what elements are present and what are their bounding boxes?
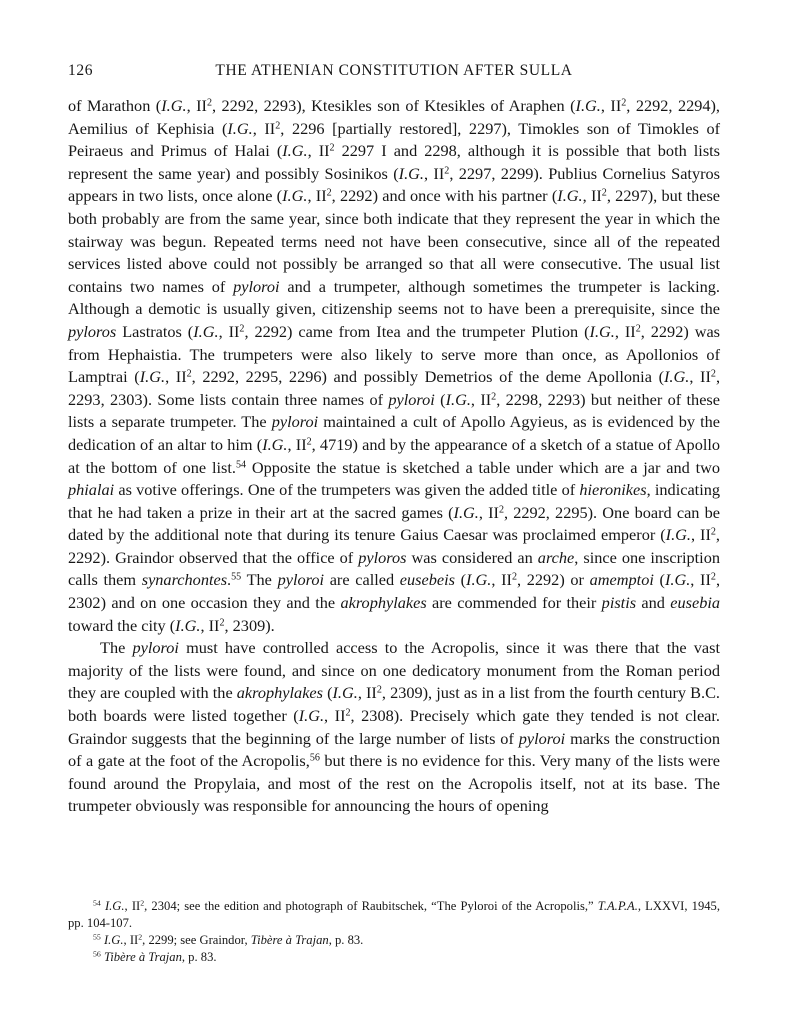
- text-run: , II: [614, 321, 636, 341]
- italic-text: Tibère à Trajan: [250, 933, 329, 947]
- footnote-54: [68, 898, 720, 932]
- italic-text: akrophylakes: [236, 683, 323, 703]
- text-run: , 2297, 2299). Publius Cornelius Satyros appears in two lists, once alone (: [68, 163, 720, 206]
- text-run: , 2308). Precisely which gate they tended is not clear. Graindor suggests that the beginning of the large number of lists of: [68, 706, 720, 748]
- text-run: , 2302) and on one occasion they and the: [68, 570, 721, 613]
- text-run: , 4719) and by the appearance of a sketch of a statue of Apollo at the bottom of one list.: [68, 434, 721, 477]
- italic-text: I.G.: [175, 615, 201, 635]
- italic-text: Tibère à Trajan: [103, 950, 182, 964]
- text-run: (: [434, 389, 446, 409]
- italic-text: I.G.: [332, 683, 358, 703]
- superscript: 54: [93, 898, 101, 908]
- text-run: , 2292, 2295). One board can be dated by the additional note that during its tenure Gaius Caesar was proclaimed emperor (: [68, 502, 720, 545]
- text-run: are commended for their: [426, 593, 602, 613]
- text-run: (: [454, 570, 467, 590]
- text-run: , II: [582, 186, 602, 206]
- text-run: (: [322, 683, 333, 703]
- text-run: , LXXVI, 1945, pp. 104-107.: [68, 899, 720, 930]
- superscript: 2: [491, 391, 497, 403]
- italic-text: phialai: [68, 480, 115, 500]
- text-run: , 2292). Graindor observed that the office of: [68, 525, 720, 567]
- italic-text: pyloroi: [518, 728, 566, 748]
- italic-text: eusebeis: [399, 570, 455, 590]
- text-run: as votive offerings. One of the trumpeters was given the added title of: [114, 480, 580, 500]
- text-run: The: [241, 570, 278, 590]
- text-run: Lastratos (: [116, 321, 194, 341]
- italic-text: I.G.: [282, 141, 308, 161]
- superscript: 2: [635, 323, 641, 335]
- italic-text: pyloroi: [233, 276, 280, 296]
- superscript: 2: [186, 368, 192, 380]
- italic-text: eusebia: [670, 593, 720, 613]
- italic-text: I.G.: [466, 570, 492, 590]
- text-run: , II: [470, 389, 492, 409]
- text-run: , since one inscription calls them: [68, 547, 720, 590]
- superscript: 2: [376, 684, 382, 696]
- italic-text: I.G.: [589, 321, 615, 341]
- italic-text: I.G.: [575, 96, 601, 115]
- text-run: toward the city (: [68, 615, 176, 635]
- italic-text: I.G.: [298, 706, 325, 726]
- text-run: , II: [218, 321, 240, 341]
- italic-text: pyloroi: [271, 412, 319, 432]
- text-run: , 2309).: [224, 615, 275, 635]
- italic-text: hieronikes: [579, 480, 647, 500]
- text-run: and: [636, 593, 671, 613]
- italic-text: T.A.P.A.: [597, 899, 638, 913]
- italic-text: I.G.: [262, 434, 288, 454]
- text-run: 2297 I and 2298, although it is possible that both lists represent the same year) and possibly Sosinikos (: [68, 141, 721, 183]
- italic-text: I.G.: [282, 186, 308, 206]
- superscript: 2: [710, 526, 716, 538]
- superscript: 2: [219, 617, 225, 629]
- text-run: .: [227, 570, 232, 590]
- superscript: 2: [326, 187, 332, 199]
- superscript: 2: [710, 368, 716, 380]
- text-run: , II: [165, 367, 187, 387]
- text-run: are called: [324, 570, 400, 590]
- text-run: , 2304; see the edition and photograph of Raubitschek, “The Pyloroi of the Acropolis,”: [144, 899, 598, 913]
- text-run: , p. 83.: [181, 950, 217, 964]
- text-run: marks the construction of a gate at the foot of the Acropolis,: [68, 728, 720, 771]
- text-run: , II: [423, 163, 445, 183]
- text-run: , 2293, 2303). Some lists contain three names of: [68, 367, 721, 409]
- text-run: , II: [600, 96, 622, 115]
- footnotes: [68, 898, 720, 966]
- text-run: The: [100, 638, 133, 658]
- italic-text: I.G.: [453, 502, 479, 522]
- superscript: 2: [206, 97, 212, 109]
- superscript: 2: [239, 323, 245, 335]
- text-run: Opposite the statue is sketched a table under which are a jar and two: [246, 457, 721, 477]
- text-run: , II: [124, 899, 141, 913]
- italic-text: I.G.: [193, 321, 219, 341]
- text-run: , 2292, 2293), Ktesikles son of Ktesikles of Araphen (: [212, 96, 576, 115]
- text-run: , II: [491, 570, 512, 590]
- text-run: , 2309), just as in a list from the fourth century B.C. both boards were listed together (: [68, 683, 721, 726]
- text-run: , II: [324, 706, 346, 726]
- paragraph-1: [68, 95, 720, 637]
- text-run: (: [653, 570, 665, 590]
- text-run: , II: [690, 525, 711, 545]
- text-run: , 2292) was from Hephaistia. The trumpeters were also likely to serve more than once, as Apollonios of Lamptrai (: [68, 321, 721, 387]
- footnote-56: [68, 949, 720, 966]
- italic-text: pyloroi: [132, 638, 179, 658]
- footnote-55: [68, 932, 720, 949]
- text-run: must have controlled access to the Acropolis, since it was there that the vast majority of the lists were found, and since on one dedicatory monument from the Roman period they are coupled with the: [68, 638, 720, 703]
- text-run: , II: [186, 96, 207, 115]
- text-run: , II: [252, 118, 276, 138]
- text-run: , 2298, 2293) but neither of these lists a separate trumpeter. The: [68, 389, 720, 432]
- superscript: 2: [444, 165, 450, 177]
- text-run: , 2292) and once with his partner (: [331, 186, 558, 206]
- text-run: , indicating that he had taken a prize in their art at the sacred games (: [68, 480, 720, 522]
- italic-text: I.G.: [664, 367, 690, 387]
- text-run: , 2297), but these both probably are from the same year, since both indicate that they represent the year in which the stairway was begun. Repeated terms need not have been consecutive, since all of the repeated services listed above could not possibly be arranged so that all were consecutive. The usual list contains two names of: [68, 186, 721, 296]
- italic-text: I.G.: [665, 525, 691, 545]
- superscript: 2: [275, 120, 281, 132]
- italic-text: I.G.: [103, 933, 124, 947]
- page-header: [68, 62, 720, 82]
- text-run: , II: [307, 186, 327, 206]
- italic-text: amemptoi: [589, 570, 654, 590]
- italic-text: pyloros: [68, 321, 117, 341]
- running-head: THE ATHENIAN CONSTITUTION AFTER SULLA: [215, 62, 573, 79]
- italic-text: I.G.: [664, 570, 691, 590]
- superscript: 2: [329, 142, 335, 154]
- text-run: , 2292, 2295, 2296) and possibly Demetrios of the deme Apollonia (: [191, 367, 664, 387]
- text-run: , 2292) came from Itea and the trumpeter Plution (: [244, 321, 590, 341]
- superscript: 2: [345, 707, 351, 719]
- superscript: 2: [601, 187, 607, 199]
- page-number: 126: [68, 62, 94, 79]
- superscript: 56: [93, 949, 101, 959]
- text-run: , 2296 [partially restored], 2297), Timokles son of Timokles of Peiraeus and Primus of Halai (: [68, 118, 721, 161]
- italic-text: I.G.: [227, 118, 253, 138]
- text-run: , II: [123, 933, 139, 947]
- italic-text: I.G.: [557, 186, 583, 206]
- text-run: was considered an: [406, 547, 538, 567]
- superscript: 2: [710, 571, 716, 583]
- paragraph-2: [68, 637, 720, 818]
- text-run: , II: [689, 367, 711, 387]
- superscript: 2: [138, 932, 143, 942]
- text-run: , 2292, 2294), Aemilius of Kephisia (: [68, 96, 721, 138]
- italic-text: synarchontes: [141, 570, 228, 590]
- text-run: , p. 83.: [328, 933, 364, 947]
- italic-text: pyloros: [358, 547, 407, 567]
- italic-text: pistis: [601, 593, 637, 613]
- text-run: but there is no evidence for this. Very many of the lists were found around the Propylaia, and most of the rest on the Acropolis itself, not at its base. The trumpeter obviously was responsible for announcing the hours of opening: [68, 751, 720, 816]
- italic-text: I.G.: [398, 163, 424, 183]
- italic-text: pyloroi: [277, 570, 325, 590]
- superscript: 55: [93, 932, 101, 942]
- text-run: maintained a cult of Apollo Agyieus, as is evidenced by the dedication of an altar to him (: [68, 412, 720, 454]
- italic-text: I.G.: [161, 96, 187, 115]
- superscript: 55: [231, 571, 242, 583]
- italic-text: pyloroi: [388, 389, 435, 409]
- text-run: , II: [478, 502, 499, 522]
- superscript: 2: [306, 436, 312, 448]
- text-run: and a trumpeter, although sometimes the trumpeter is lacking. Although a demotic is usually given, citizenship seems not to have been a prerequisite, since the: [68, 276, 720, 319]
- italic-text: I.G.: [104, 899, 125, 913]
- text-run: of Marathon (: [68, 96, 162, 115]
- superscript: 2: [498, 504, 504, 516]
- italic-text: I.G.: [139, 367, 166, 387]
- text-run: , II: [200, 615, 220, 635]
- text-run: , 2292) or: [517, 570, 590, 590]
- italic-text: arche: [537, 547, 575, 567]
- text-run: , II: [287, 434, 307, 454]
- text-run: , II: [690, 570, 711, 590]
- superscript: 54: [235, 458, 247, 470]
- superscript: 2: [511, 571, 518, 583]
- body-text: [68, 95, 720, 818]
- text-run: , 2299; see Graindor,: [142, 933, 251, 947]
- superscript: 56: [309, 752, 320, 764]
- italic-text: I.G.: [445, 389, 471, 409]
- text-run: , II: [307, 141, 330, 161]
- text-run: , II: [357, 683, 377, 703]
- superscript: 2: [140, 898, 145, 908]
- italic-text: akrophylakes: [340, 593, 427, 613]
- superscript: 2: [621, 97, 627, 109]
